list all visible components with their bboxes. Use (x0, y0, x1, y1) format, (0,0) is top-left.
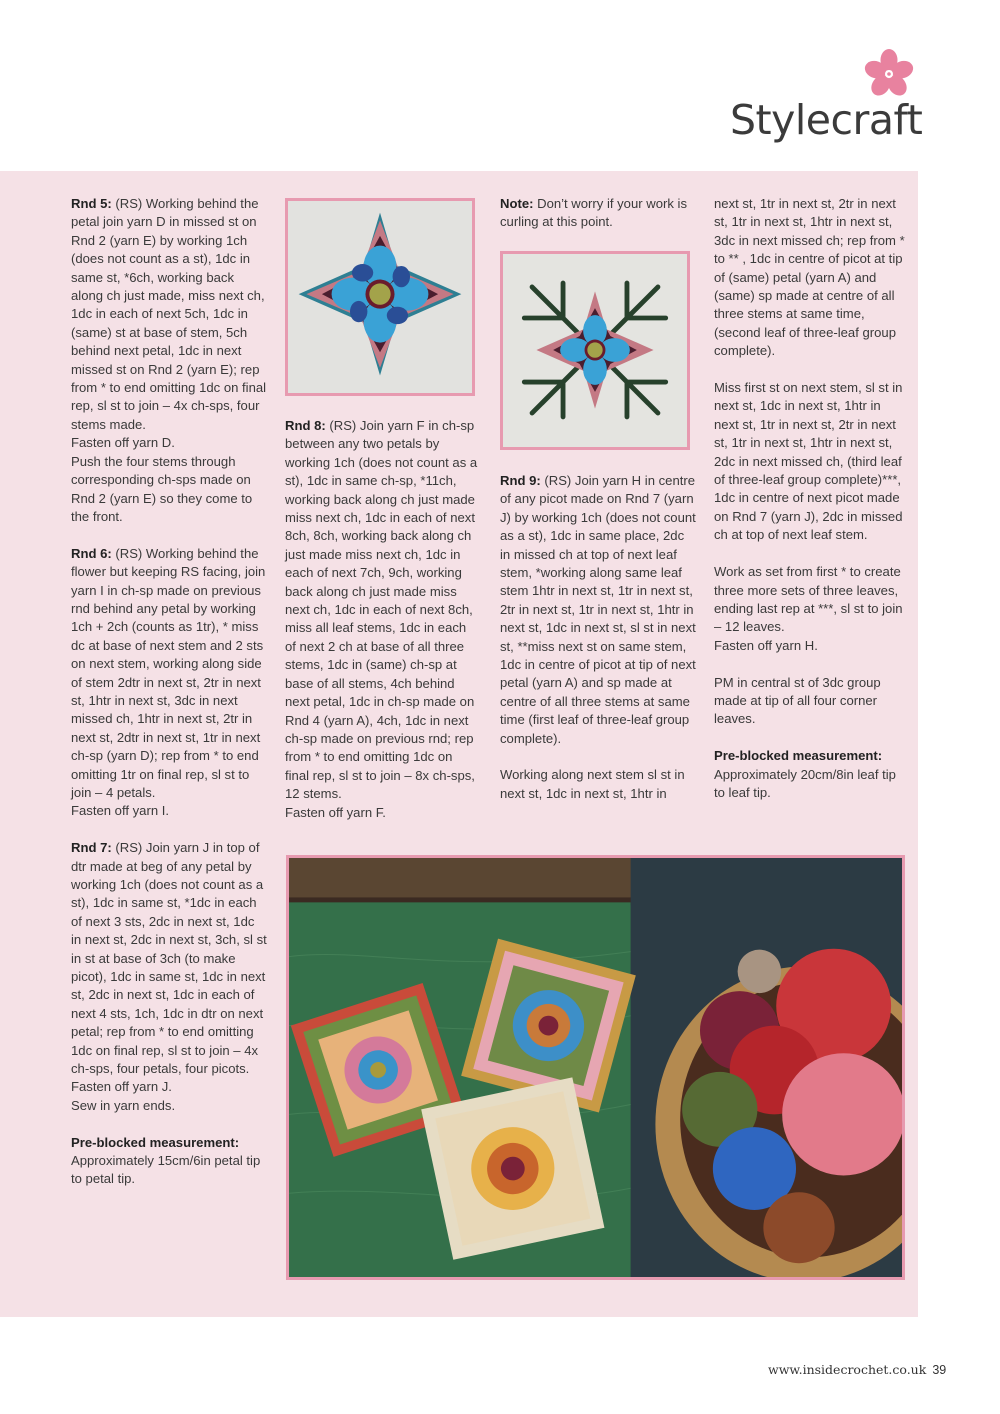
brand-name: Stylecraft (730, 96, 923, 144)
column-3 (500, 472, 696, 803)
rnd6-label: Rnd 6: (71, 545, 112, 561)
footer (768, 1362, 946, 1377)
rnd6-paragraph (71, 545, 267, 803)
working-text: Working along next stem sl st in next st, 1dc in next st, 1htr in (500, 767, 685, 801)
rnd7-text: (RS) Join yarn J in top of dtr made at beg of any petal by working 1ch (does not count as a st), 1dc in same st, *1dc in each of next 3 sts, 2dc in next st, 1dc in next st, 2dc in next st, 3ch, sl st in st at base of 3ch (to make picot), 1dc in same st, 1dc in next st, 2dc in next st, 1dc in each of next 4 sts, 1ch, 1dc in dtr on next petal; rep from * to end omitting 1dc on final rep, sl st to join – 4x ch-sps, four petals, four picots. (71, 840, 267, 1077)
rnd5-push: Push the four stems through corresponding ch-sps made on Rnd 2 (yarn E) so they come to the front. (71, 453, 253, 524)
flower-icon (863, 48, 915, 100)
measure-1-text: Approximately 15cm/6in petal tip to petal tip. (71, 1153, 261, 1187)
work-text: Work as set from first * to create three more sets of three leaves, ending last rep at ***, sl st to join – 12 leaves. (714, 564, 903, 635)
rnd9-text: (RS) Join yarn H in centre of any picot made on Rnd 7 (yarn J) by working 1ch (does not count as a st), 1dc in same place, 2dc in missed ch at top of next leaf stem, *working along same leaf stem 1htr in next st, 1tr in next st, 2tr in next st, 1tr in next st, 1htr in next st, 1dc in next st, sl st in next st, **miss next st on same stem, 1dc in centre of picot at tip of next petal (yarn A) and sp made at centre of all three stems at same time (first leaf of three-leaf group complete). (500, 473, 696, 746)
measure-2-label: Pre-blocked measurement: (714, 748, 883, 764)
rnd7-sew: Sew in yarn ends. (71, 1097, 176, 1113)
rnd8-label: Rnd 8: (285, 418, 326, 433)
note-label: Note: (500, 196, 534, 211)
rnd8-paragraph (285, 417, 479, 804)
rnd9-label: Rnd 9: (500, 473, 541, 488)
rnd9-paragraph (500, 472, 696, 748)
pm-text: PM in central st of 3dc group made at tip of all four corner leaves. (714, 674, 881, 727)
rnd6-fasten: Fasten off yarn I. (71, 803, 170, 819)
rnd5-label: Rnd 5: (71, 196, 112, 211)
motif-photo-rnd7 (285, 198, 475, 396)
work-fasten: Fasten off yarn H. (714, 637, 818, 653)
rnd8-fasten: Fasten off yarn F. (285, 804, 386, 820)
measure-2 (714, 747, 908, 802)
column-1 (71, 195, 267, 1189)
note-paragraph (500, 195, 694, 232)
rnd6-text: (RS) Working behind the flower but keeping RS facing, join yarn I in ch-sp made on previous rnd behind any petal by working 1ch + 2ch (counts as 1tr), * miss dc at base of next stem and 2 sts on next stem, working along side of stem 2dtr in next st, 2tr in next st, 1htr in next st, 3dc in next missed ch, 1htr in next st, 2tr in next st, 2dtr in next st, 1tr in next ch-sp (yarn D); rep from * to end omitting 1tr on final rep, sl st to join – 4 petals. (71, 545, 266, 800)
rnd7-label: Rnd 7: (71, 840, 112, 856)
measure-1-label: Pre-blocked measurement: (71, 1134, 240, 1150)
stylecraft-logo (728, 48, 938, 148)
rnd7-paragraph (71, 839, 267, 1078)
page-number: 39 (932, 1363, 947, 1377)
motif-photo-rnd8 (500, 251, 690, 450)
measure-2-text: Approximately 20cm/8in leaf tip to leaf tip. (714, 766, 896, 800)
column-2 (285, 417, 479, 840)
miss-text: Miss first st on next stem, sl st in next st, 1dc in next st, 1htr in next st, 1tr in next st, 2tr in next st, 1tr in next st, 1htr in next st, 2dc in next missed ch, (third leaf of three-leaf group complete)***, 1dc in centre of next picot made on Rnd 7 (yarn J), 2dc in missed ch at top of next leaf stem. (714, 380, 903, 543)
column-3-note (500, 195, 694, 250)
rnd7-fasten: Fasten off yarn J. (71, 1079, 172, 1095)
rnd5-paragraph (71, 195, 267, 434)
squares-basket-photo (286, 855, 905, 1280)
rnd8-text: (RS) Join yarn F in ch-sp between any two petals by working 1ch (does not count as a st), 1dc in same ch-sp, *11ch, working back along ch just made miss next ch, 1dc in each of next 8ch, 8ch, working back along ch just made miss next ch, 1dc in each of next 7ch, 9ch, working back along ch just made miss next ch, 1dc in each of next 8ch, miss all leaf stems, 1dc in each of next 2 ch at base of all three stems, 1dc in (same) ch-sp at base of all stems, 4ch behind next petal, 1dc in ch-sp made on Rnd 4 (yarn A), 4ch, 1dc in next ch-sp made on previous rnd; rep from * to end omitting 1dc on final rep, sl st to join – 8x ch-sps, 12 stems. (285, 418, 478, 802)
rnd5-fasten: Fasten off yarn D. (71, 435, 175, 451)
continued-text: next st, 1tr in next st, 2tr in next st, 1tr in next st, 1htr in next st, 3dc in next missed ch; rep from * to ** , 1dc in centre of picot at tip of (same) petal (yarn A) and (same) sp made at centre of all three stems at same time, (second leaf of three-leaf group complete). (714, 196, 905, 359)
measure-1 (71, 1134, 267, 1189)
footer-url[interactable]: www.insidecrochet.co.uk (768, 1362, 927, 1377)
note-text: Don’t worry if your work is curling at this point. (500, 196, 687, 230)
rnd5-text: (RS) Working behind the petal join yarn D in missed st on Rnd 2 (yarn E) by working 1ch (does not count as a st), 1dc in same st, *6ch, working back along ch just made, miss next ch, 1dc in each of next 5ch, 1dc in (same) st at base of stem, 5ch behind next petal, 1dc in next missed st on Rnd 2 (yarn E); rep from * to end omitting 1dc on final rep, sl st to join – 4x ch-sps, four stems made. (71, 196, 267, 432)
column-4 (714, 195, 908, 802)
